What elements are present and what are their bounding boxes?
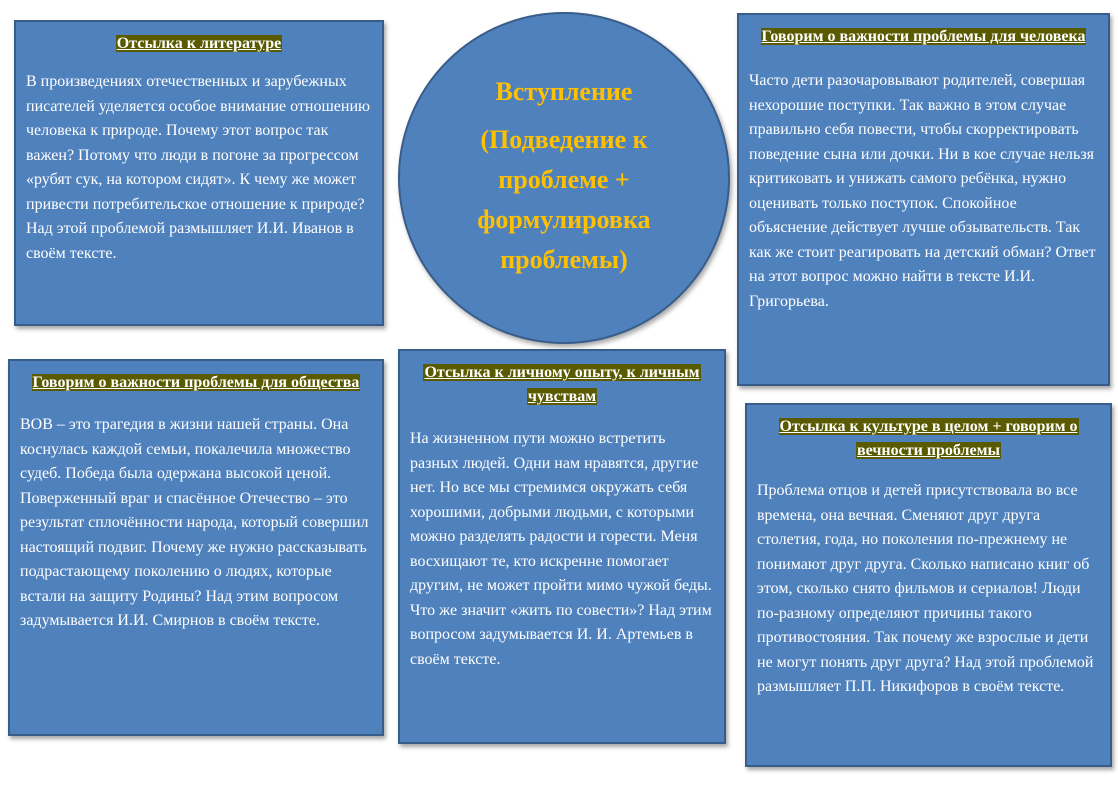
card-importance-person xyxy=(737,13,1110,386)
card-personal-experience xyxy=(398,349,726,744)
card-body: В произведениях отечественных и зарубежных писателей уделяется особое внимание отношению человека к природе. Почему этот вопрос так важен? Потому что люди в погоне за прогрессом «рубят сук, на котором сидят». К чему же может привести потребительское отношение к природе? Над этой проблемой размышляет И.И. Иванов в своём тексте. xyxy=(26,73,370,262)
card-title: Отсылка к литературе xyxy=(116,35,282,52)
card-body: Часто дети разочаровывают родителей, совершая нехорошие поступки. Так важно в этом случае правильно себя повести, чтобы скорректировать поведение сына или дочки. Ни в кое случае нельзя критиковать и унижать самого ребёнка, нужно оценивать только поступок. Спокойное объяснение действует лучше обзывательств. Так как же стоит реагировать на детский обман? Ответ на этот вопрос можно найти в тексте И.И. Григорьева. xyxy=(749,72,1096,310)
center-title: Вступление xyxy=(495,77,633,106)
card-body: На жизненном пути можно встретить разных людей. Одни нам нравятся, другие нет. Но все мы стремимся окружать себя хорошими, добрыми людьми, с которыми можно разделять радости и горести. Меня восхищают те, кто искренне помогает другим, не может пройти мимо чужой беды. Что же значит «жить по совести»? Над этим вопросом задумывается И. И. Артемьев в своём тексте. xyxy=(410,430,712,668)
card-culture-eternity xyxy=(745,403,1112,767)
card-title: Говорим о важности проблемы для человека xyxy=(761,28,1086,45)
card-title: Отсылка к культуре в целом + говорим о вечности проблемы xyxy=(779,418,1078,459)
card-title: Отсылка к личному опыту, к личным чувствам xyxy=(424,364,700,405)
card-literature xyxy=(14,20,384,326)
card-body: ВОВ – это трагедия в жизни нашей страны. Она коснулась каждой семьи, покалечила множество судеб. Победа была одержана высокой ценой. Поверженный враг и спасённое Отечество – это результат сплочённости народа, который совершил настоящий подвиг. Почему же нужно рассказывать подрастающему поколению о людях, которые встали на защиту Родины? Над этим вопросом задумывается И.И. Смирнов в своём тексте. xyxy=(20,416,369,629)
card-importance-society xyxy=(8,359,384,736)
card-title: Говорим о важности проблемы для общества xyxy=(32,374,360,391)
center-subtitle: (Подведение к проблеме + формулировка проблемы) xyxy=(477,125,651,274)
center-circle xyxy=(398,12,730,344)
card-body: Проблема отцов и детей присутствовала во все времена, она вечная. Сменяют друг друга столетия, года, но поколения по-прежнему не понимают друг друга. Сколько написано книг об этом, сколько снято фильмов и сериалов! Люди по-разному определяют причины такого противостояния. Так почему же взрослые и дети не могут понять друг друга? Над этой проблемой размышляет П.П. Никифоров в своём тексте. xyxy=(757,482,1094,695)
